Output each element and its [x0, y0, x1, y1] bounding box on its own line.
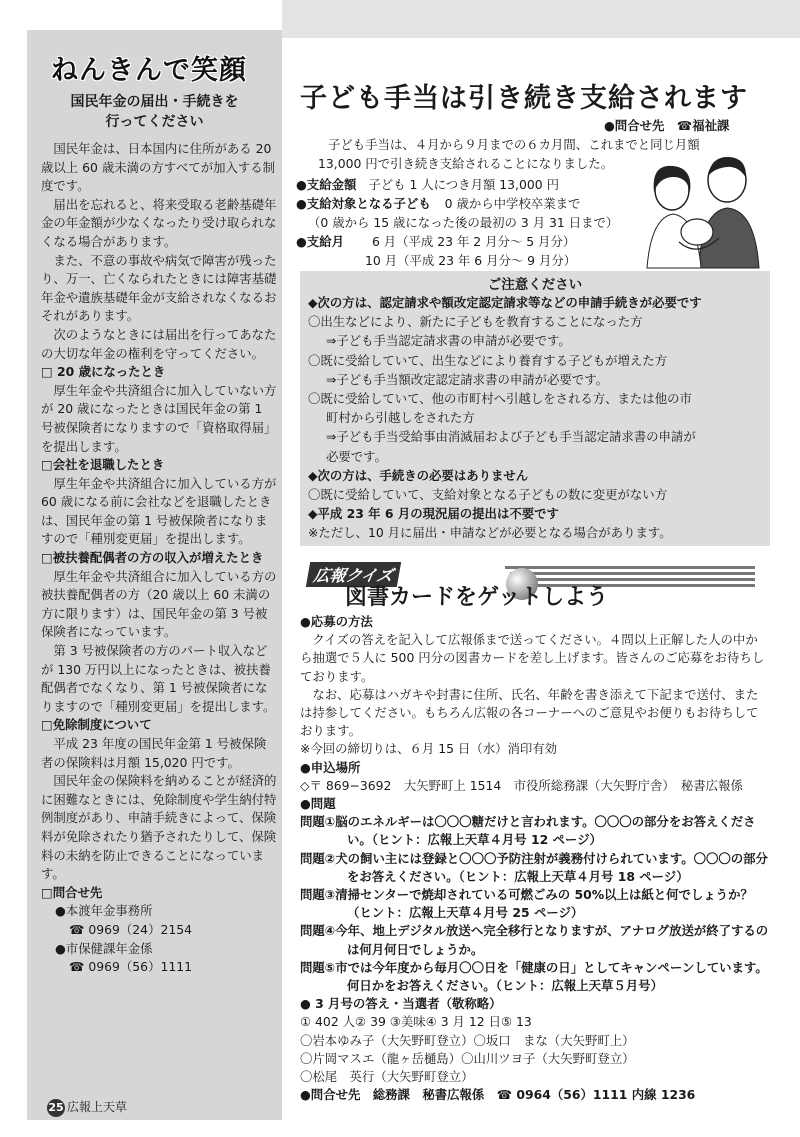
- notes-list: [300, 293, 770, 543]
- quiz-title: 図書カードをゲットしよう: [345, 585, 609, 610]
- page-number: 25: [47, 1099, 65, 1117]
- quiz-line: ●応募の方法: [300, 614, 373, 629]
- notes-row: 〇既に受給していて、他の市町村へ引越しをされる方、または他の市: [308, 391, 692, 407]
- quiz-header: [300, 560, 755, 620]
- pension-subtitle-line2: 行ってください: [105, 114, 204, 130]
- section-para: 厚生年金や共済組合に加入していない方が 20 歳になったときは国民年金の第 1 号被保険者になりますので「資格取得届」を提出します。: [41, 382, 277, 454]
- notes-row: ⇒子ども手当額改定認定請求書の申請が必要です。: [326, 371, 608, 387]
- quiz-line: ●問題: [300, 796, 336, 812]
- notes-row: 町村から引越しをされた方: [326, 410, 475, 426]
- contact-office-2: ●市保健課年金係: [55, 940, 153, 956]
- notes-row: ◆次の方は、認定請求や額改定認定請求等などの申請手続きが必要です: [308, 295, 702, 310]
- pension-intro-para: 次のようなときには届出を行ってあなたの大切な年金の権利を守ってください。: [41, 326, 277, 361]
- pension-subtitle-line1: 国民年金の届出・手続きを: [70, 94, 239, 110]
- pension-logo: ねんきんで笑顔: [51, 55, 247, 86]
- quiz-line: ●問合せ先 総務課 秘書広報係 ☎ 0964（56）1111 内線 1236: [300, 1087, 696, 1103]
- notes-row: 〇出生などにより、新たに子どもを教育することになった方: [308, 314, 643, 330]
- notes-row: ⇒子ども手当受給事由消滅届および子ども手当認定請求書の申請が: [326, 429, 696, 445]
- amount-value: 子ども 1 人につき月額 13,000 円: [368, 177, 559, 192]
- quiz-line: 〇松尾 英行（大矢野町登立）: [300, 1069, 474, 1085]
- section-para: 厚生年金や共済組合に加入している方が 60 歳になる前に会社などを退職したときは、国民年金の第 1 号被保険者になりますので「種別変更届」を提出します。: [41, 475, 277, 547]
- notes-row: 〇既に受給していて、出生などにより養育する子どもが増えた方: [308, 352, 668, 368]
- notes-row: 必要です。: [326, 448, 387, 464]
- section-para: 国民年金の保険料を納めることが経済的に困難なときには、免除制度や学生納付特例制度があり、申請手続きによって、保険料が免除されたり猶予されたりして、保険料の未納を防止できることになっています。: [41, 773, 277, 882]
- notes-row: ⇒子ども手当認定請求書の申請が必要です。: [326, 333, 571, 349]
- month-value-2: 10 月（平成 23 年 6 月分～ 9 月分）: [365, 253, 577, 268]
- notes-row: ※ただし、10 月に届出・申請などが必要となる場合があります。: [308, 525, 672, 541]
- pension-intro-para: 届出を忘れると、将来受取る老齢基礎年金の年金額が少なくなったり受け取られなくなる場合があります。: [41, 196, 277, 249]
- pension-intro-para: また、不意の事故や病気で障害が残ったり、万一、亡くなられたときには障害基礎年金や遺族基礎年金が支給されなくなるおそれがあります。: [41, 252, 277, 324]
- child-intro-1: 子ども手当は、４月から９月までの６カ月間、これまでと同じ月額: [328, 137, 700, 152]
- section-para: 第 3 号被保険者の方のパート収入などが 130 万円以上になったときは、被扶養配偶者でなくなり、第 1 号被保険者になりますので「種別変更届」を提出します。: [41, 643, 276, 714]
- quiz-line: 問題⑤市では今年度から毎月〇〇日を「健康の日」としてキャンペーンしています。何日かをお答えください。（ヒント：広報上天草５月号）: [300, 959, 768, 994]
- quiz-line: ●申込場所: [300, 759, 361, 775]
- quiz-line: ※今回の締切りは、６月 15 日（水）消印有効: [300, 741, 558, 757]
- month-label: ●支給月: [296, 234, 344, 249]
- amount-label: ●支給金額: [296, 177, 357, 192]
- quiz-line: ◇〒 869−3692 大矢野町上 1514 市役所総務課（大矢野庁舎） 秘書広報係: [300, 777, 743, 793]
- stripe-decoration: [505, 566, 755, 569]
- target-note: （0 歳から 15 歳になった後の最初の 3 月 31 日まで）: [308, 215, 619, 230]
- notes-title: ご注意ください: [487, 277, 583, 293]
- quiz-line: なお、応募はハガキや封書に住所、氏名、年齢を書き添えて下記まで送付、または持参してください。もちろん広報の各コーナーへのご意見やお便りもお待ちしております。: [300, 686, 759, 739]
- target-value: 0 歳から中学校卒業まで: [444, 196, 581, 211]
- quiz-line: 〇岩本ゆみ子（大矢野町登立）〇坂口 まな（大矢野町上）: [300, 1032, 635, 1048]
- quiz-line: 問題①脳のエネルギーは〇〇〇糖だけと言われます。〇〇〇の部分をお答えください。（ヒント：広報上天草４月号 12 ページ）: [300, 814, 756, 848]
- quiz-line: 問題④今年、地上デジタル放送へ完全移行となりますが、アナログ放送が終了するのは何月何日でしょうか。: [300, 923, 769, 957]
- notes-row: 〇既に受給していて、支給対象となる子どもの数に変更がない方: [308, 487, 668, 503]
- pension-body: [41, 140, 277, 977]
- child-intro-2: 13,000 円で引き続き支給されることになりました。: [318, 156, 614, 171]
- contact-tel-1: ☎ 0969（24）2154: [69, 921, 192, 937]
- section-heading: □会社を退職したとき: [41, 457, 165, 473]
- amount-row: [296, 175, 559, 194]
- section-para: 平成 23 年度の国民年金第 1 号被保険者の保険料は月額 15,020 円です。: [41, 736, 267, 770]
- contact-tel-2: ☎ 0969（56）1111: [69, 959, 192, 975]
- pension-intro-para: 国民年金は、日本国内に住所がある 20 歳以上 60 歳未満の方すべてが加入する制度です。: [41, 141, 276, 194]
- quiz-line: 問題②犬の飼い主には登録と〇〇〇予防注射が義務付けられています。〇〇〇の部分をお答えください。（ヒント：広報上天草４月号 18 ページ）: [300, 850, 768, 884]
- quiz-tag: 広報クイズ: [306, 562, 401, 587]
- stripe-decoration: [510, 572, 755, 575]
- page-footer: [47, 1098, 127, 1117]
- quiz-line: 〇片岡マスエ（龍ヶ岳樋島）〇山川ツヨ子（大矢野町登立）: [300, 1050, 635, 1066]
- month-row: [296, 232, 575, 251]
- contact-office-1: ●本渡年金事務所: [55, 903, 153, 919]
- notes-row: ◆平成 23 年 6 月の現況届の提出は不要です: [308, 506, 559, 522]
- quiz-body: [300, 613, 770, 1104]
- contact-heading: □問合せ先: [41, 884, 103, 900]
- child-inquiry: ●問合せ先 ☎福祉課: [604, 118, 730, 133]
- notes-box: [300, 271, 770, 546]
- month-value-1: 6 月（平成 23 年 2 月分～ 5 月分）: [371, 234, 576, 249]
- target-row: [296, 194, 580, 213]
- section-para: 厚生年金や共済組合に加入している方の被扶養配偶者の方（20 歳以上 60 未満の方に限ります）は、国民年金の第 3 号被保険者になっています。: [41, 568, 277, 640]
- pension-column: [27, 30, 282, 1120]
- notes-row: ◆次の方は、手続きの必要はありません: [308, 467, 529, 483]
- quiz-line: クイズの答えを記入して広報係まで送ってください。４問以上正解した人の中から抽選で５人に 500 円分の図書カードを差し上げます。皆さんのご応募をお待ちしております。: [300, 632, 765, 684]
- page-label: 広報上天草: [67, 1100, 128, 1114]
- section-heading: □免除制度について: [41, 717, 152, 733]
- family-illustration: [627, 150, 777, 270]
- quiz-line: ● 3 月号の答え・当選者（敬称略）: [300, 996, 502, 1012]
- target-label: ●支給対象となる子ども: [296, 196, 431, 211]
- section-heading: □被扶養配偶者の方の収入が増えたとき: [41, 550, 264, 566]
- quiz-line: ① 402 人② 39 ③美味④ 3 月 12 日⑤ 13: [300, 1014, 532, 1030]
- child-allowance-title: 子ども手当は引き続き支給されます: [300, 83, 748, 114]
- quiz-line: 問題③清掃センターで焼却されている可燃ごみの 50%以上は紙と何でしょうか？（ヒント：広報上天草４月号 25 ページ）: [300, 887, 753, 921]
- header-band: [282, 0, 800, 38]
- section-heading: □ 20 歳になったとき: [41, 364, 166, 380]
